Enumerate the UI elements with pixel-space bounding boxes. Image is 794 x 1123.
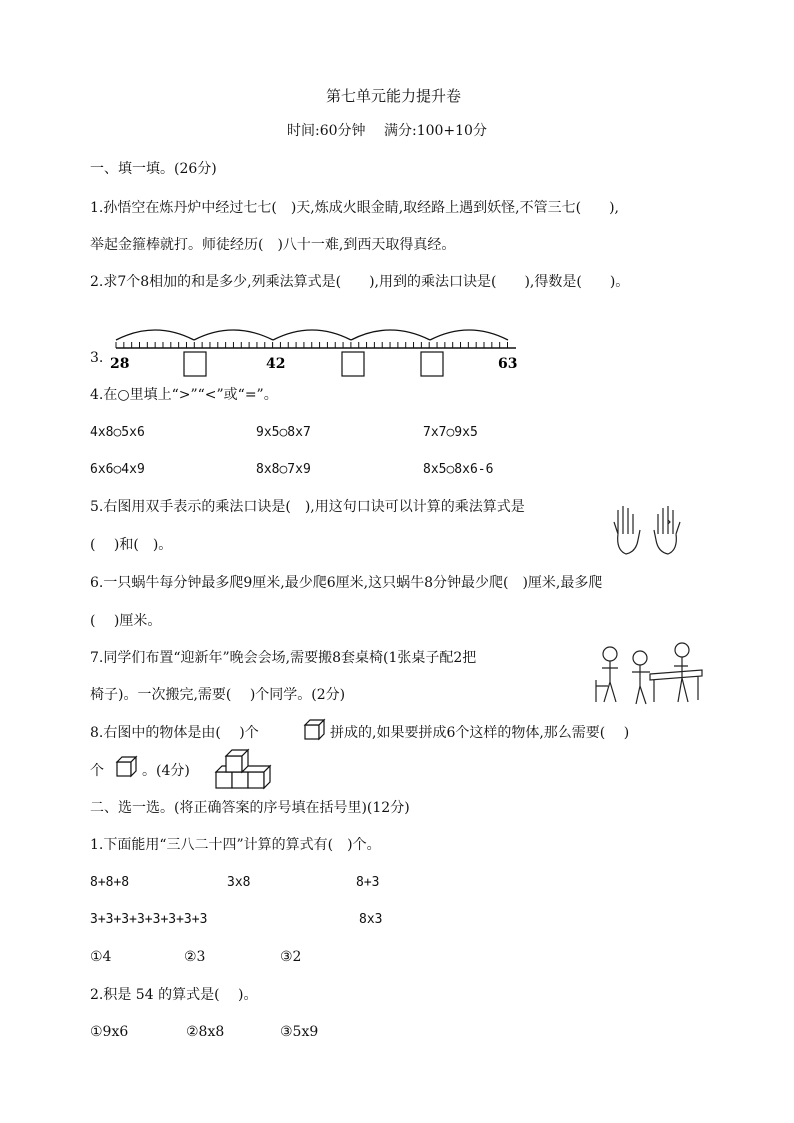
stacked-cubes-image — [212, 742, 276, 792]
s2-q1-expression: 3x8 — [227, 875, 251, 890]
q1-line1: 1.孙悟空在炼丹炉中经过七七( )天,炼成火眼金睛,取经路上遇到妖怪,不管三七( ), — [90, 200, 620, 216]
s2-q1-prompt: 1.下面能用“三八二十四”计算的算式有( )个。 — [90, 837, 381, 853]
s2-q2-prompt: 2.积是 54 的算式是( )。 — [90, 987, 258, 1003]
s2-q1-option[interactable]: ①4 — [90, 949, 112, 965]
q4-item: 4x8○5x6 — [90, 425, 145, 440]
number-label-42: 42 — [266, 356, 286, 372]
q4-item: 7x7○9x5 — [423, 425, 478, 440]
page-subtitle: 时间:60分钟 满分:100+10分 — [287, 123, 487, 139]
q6-line2: ( )厘米。 — [90, 613, 162, 629]
q2-text: 2.求7个8相加的和是多少,列乘法算式是( ),用到的乘法口诀是( ),得数是( )。 — [90, 274, 630, 290]
q8-line2-part1: 个 — [90, 763, 104, 779]
q7-line1: 7.同学们布置“迎新年”晚会会场,需要搬8套桌椅(1张桌子配2把 — [90, 650, 477, 666]
q4-item: 9x5○8x7 — [256, 425, 311, 440]
q7-line2: 椅子)。一次搬完,需要( )个同学。(2分) — [90, 687, 346, 703]
students-carrying-desks-image — [590, 636, 706, 708]
q8-line1-part1: 8.右图中的物体是由( )个 — [90, 725, 259, 741]
q4-prompt: 4.在○里填上“>”“<”或“=”。 — [90, 387, 278, 403]
q4-item: 6x6○4x9 — [90, 462, 145, 477]
section2-heading: 二、选一选。(将正确答案的序号填在括号里)(12分) — [90, 800, 410, 816]
s2-q2-option[interactable]: ②8x8 — [186, 1024, 225, 1040]
s2-q1-expression: 8+3 — [356, 875, 380, 890]
page-title: 第七单元能力提升卷 — [326, 87, 462, 105]
q5-line1: 5.右图用双手表示的乘法口诀是( ),用这句口诀可以计算的乘法算式是 — [90, 499, 525, 515]
s2-q2-option[interactable]: ③5x9 — [280, 1024, 319, 1040]
s2-q1-expression: 8+8+8 — [90, 875, 130, 890]
q4-item: 8x5○8x6-6 — [423, 462, 494, 477]
q3-label: 3. — [90, 350, 104, 366]
q1-line2: 举起金箍棒就打。师徒经历( )八十一难,到西天取得真经。 — [90, 237, 456, 253]
q8-line2-part2: 。(4分) — [142, 763, 190, 779]
s2-q2-option[interactable]: ①9x6 — [90, 1024, 129, 1040]
s2-q1-option[interactable]: ③2 — [280, 949, 302, 965]
two-hands-image — [610, 500, 682, 556]
cube-icon — [302, 718, 326, 742]
cube-icon — [114, 755, 138, 779]
answer-box-3[interactable] — [421, 352, 443, 376]
number-line-diagram — [88, 322, 518, 380]
q6-line1: 6.一只蜗牛每分钟最多爬9厘米,最少爬6厘米,这只蜗牛8分钟最少爬( )厘米,最多爬 — [90, 575, 603, 591]
answer-box-1[interactable] — [184, 352, 206, 376]
q5-line2: ( )和( )。 — [90, 537, 173, 553]
section1-heading: 一、填一填。(26分) — [90, 161, 217, 177]
q4-item: 8x8○7x9 — [256, 462, 311, 477]
number-label-28: 28 — [110, 356, 130, 372]
s2-q1-expression: 3+3+3+3+3+3+3+3 — [90, 912, 208, 927]
q8-line1-part2: 拼成的,如果要拼成6个这样的物体,那么需要( ) — [330, 725, 630, 741]
number-label-63: 63 — [498, 356, 518, 372]
s2-q1-expression: 8x3 — [359, 912, 383, 927]
s2-q1-option[interactable]: ②3 — [184, 949, 206, 965]
answer-box-2[interactable] — [342, 352, 364, 376]
